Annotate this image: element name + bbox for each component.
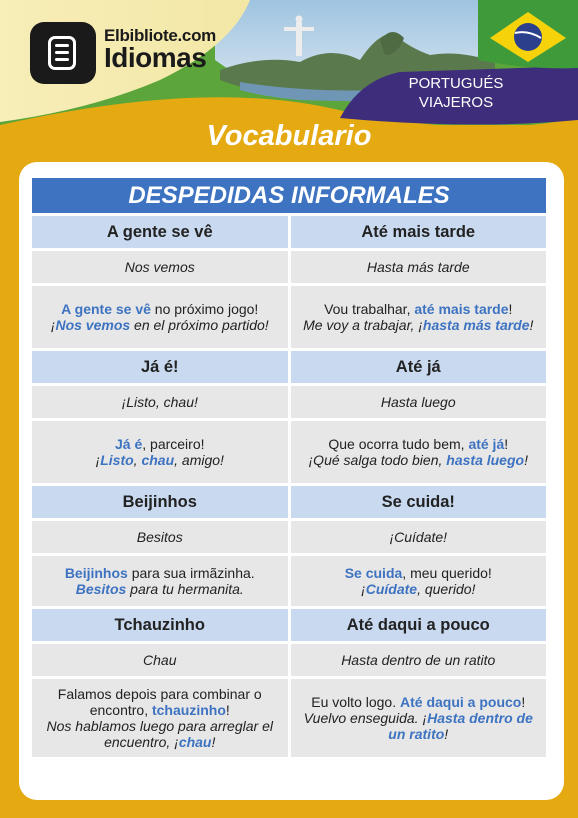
sentence-text: ! bbox=[508, 301, 513, 317]
sentence-text: ! bbox=[225, 702, 230, 718]
example-pt bbox=[345, 565, 492, 581]
term-cell: Já é! bbox=[32, 351, 288, 383]
example-pt bbox=[65, 565, 255, 581]
highlighted-phrase: até já bbox=[468, 436, 505, 452]
highlighted-phrase: Já é bbox=[115, 436, 143, 452]
sentence-text: ! bbox=[504, 436, 509, 452]
sentence-text: en el próximo partido! bbox=[130, 317, 269, 333]
example-es bbox=[303, 317, 533, 333]
example-row bbox=[32, 421, 546, 483]
translation-cell: Nos vemos bbox=[32, 251, 288, 283]
section-banner: DESPEDIDAS INFORMALES bbox=[32, 178, 546, 213]
example-row bbox=[32, 679, 546, 757]
translation-row bbox=[32, 251, 546, 283]
highlighted-phrase: Hasta dentro de un ratito bbox=[388, 710, 533, 742]
translation-row bbox=[32, 521, 546, 553]
sentence-text: , amigo! bbox=[174, 452, 224, 468]
sentence-text: , querido! bbox=[417, 581, 476, 597]
brand-title: Idiomas bbox=[104, 42, 207, 73]
book-logo-icon bbox=[30, 22, 96, 84]
term-cell: A gente se vê bbox=[32, 216, 288, 248]
highlighted-phrase: A gente se vê bbox=[61, 301, 151, 317]
term-cell: Até já bbox=[291, 351, 547, 383]
highlighted-phrase: Cuídate bbox=[365, 581, 418, 597]
sentence-text: Vou trabalhar, bbox=[324, 301, 415, 317]
example-cell bbox=[291, 679, 547, 757]
highlighted-phrase: Nos vemos bbox=[55, 317, 131, 333]
example-es bbox=[38, 718, 282, 750]
sentence-text: ¡Qué salga todo bien, bbox=[308, 452, 447, 468]
term-row bbox=[32, 486, 546, 518]
highlighted-phrase: Beijinhos bbox=[64, 565, 128, 581]
sentence-text: ¡ bbox=[50, 317, 56, 333]
term-cell: Tchauzinho bbox=[32, 609, 288, 641]
sentence-text: ! bbox=[529, 317, 534, 333]
highlighted-phrase: Listo bbox=[100, 452, 134, 468]
sentence-text: , parceiro! bbox=[142, 436, 205, 452]
term-cell: Se cuida! bbox=[291, 486, 547, 518]
translation-row bbox=[32, 644, 546, 676]
sentence-text: ¡ bbox=[95, 452, 101, 468]
translation-cell: ¡Cuídate! bbox=[291, 521, 547, 553]
sentence-text: ! bbox=[211, 734, 216, 750]
highlighted-phrase: chau bbox=[178, 734, 212, 750]
example-cell bbox=[291, 286, 547, 348]
sentence-text: para tu hermanita. bbox=[126, 581, 244, 597]
example-es bbox=[51, 317, 269, 333]
example-es bbox=[96, 452, 224, 468]
sentence-text: ! bbox=[444, 726, 449, 742]
sentence-text: no próximo jogo! bbox=[150, 301, 259, 317]
translation-cell: Chau bbox=[32, 644, 288, 676]
example-row bbox=[32, 286, 546, 348]
highlighted-phrase: Até daqui a pouco bbox=[400, 694, 522, 710]
term-row bbox=[32, 216, 546, 248]
example-es bbox=[297, 710, 541, 742]
example-pt bbox=[115, 436, 205, 452]
term-cell: Até daqui a pouco bbox=[291, 609, 547, 641]
example-pt bbox=[324, 301, 512, 317]
example-cell bbox=[32, 421, 288, 483]
term-row bbox=[32, 609, 546, 641]
translation-cell: Hasta luego bbox=[291, 386, 547, 418]
brand-site-name: Elbibliote.com bbox=[104, 26, 216, 45]
sentence-text: Me voy a trabajar, ¡ bbox=[303, 317, 423, 333]
highlighted-phrase: hasta luego bbox=[446, 452, 525, 468]
example-cell bbox=[291, 421, 547, 483]
term-cell: Beijinhos bbox=[32, 486, 288, 518]
sentence-text: Vuelvo enseguida. ¡ bbox=[303, 710, 428, 726]
sentence-text: ¡ bbox=[361, 581, 366, 597]
highlighted-phrase: Besitos bbox=[75, 581, 127, 597]
sentence-text: , bbox=[133, 452, 142, 468]
example-cell bbox=[32, 286, 288, 348]
translation-cell: ¡Listo, chau! bbox=[32, 386, 288, 418]
translation-cell: Hasta más tarde bbox=[291, 251, 547, 283]
translation-cell: Hasta dentro de un ratito bbox=[291, 644, 547, 676]
sentence-text: para sua irmãzinha. bbox=[127, 565, 255, 581]
language-tag bbox=[356, 70, 556, 120]
course-level: VIAJEROS bbox=[418, 94, 494, 111]
highlighted-phrase: Se cuida bbox=[344, 565, 403, 581]
example-cell bbox=[32, 556, 288, 606]
example-pt bbox=[38, 686, 282, 718]
highlighted-phrase: chau bbox=[141, 452, 175, 468]
page-header bbox=[0, 0, 578, 125]
translation-row bbox=[32, 386, 546, 418]
sentence-text: ! bbox=[521, 694, 526, 710]
sentence-text: ! bbox=[524, 452, 528, 468]
highlighted-phrase: hasta más tarde bbox=[422, 317, 530, 333]
language-name: PORTUGUÉS bbox=[408, 75, 504, 92]
brazil-flag-icon bbox=[478, 0, 578, 68]
term-cell: Até mais tarde bbox=[291, 216, 547, 248]
example-row bbox=[32, 556, 546, 606]
example-es bbox=[76, 581, 244, 597]
example-pt bbox=[311, 694, 525, 710]
example-es bbox=[309, 452, 528, 468]
vocab-table bbox=[32, 178, 546, 760]
example-cell bbox=[291, 556, 547, 606]
sentence-text: Eu volto logo. bbox=[311, 694, 400, 710]
sentence-text: , meu querido! bbox=[402, 565, 492, 581]
translation-cell: Besitos bbox=[32, 521, 288, 553]
example-pt bbox=[61, 301, 258, 317]
term-row bbox=[32, 351, 546, 383]
sentence-text: Nos hablamos luego para arreglar el encuentro, ¡ bbox=[46, 718, 273, 750]
highlighted-phrase: até mais tarde bbox=[414, 301, 509, 317]
page-title: Vocabulario bbox=[206, 120, 372, 152]
highlighted-phrase: tchauzinho bbox=[151, 702, 226, 718]
example-pt bbox=[328, 436, 508, 452]
sentence-text: Falamos depois para combinar o encontro, bbox=[57, 686, 262, 718]
sentence-text: Que ocorra tudo bem, bbox=[328, 436, 469, 452]
example-cell bbox=[32, 679, 288, 757]
example-es bbox=[361, 581, 475, 597]
